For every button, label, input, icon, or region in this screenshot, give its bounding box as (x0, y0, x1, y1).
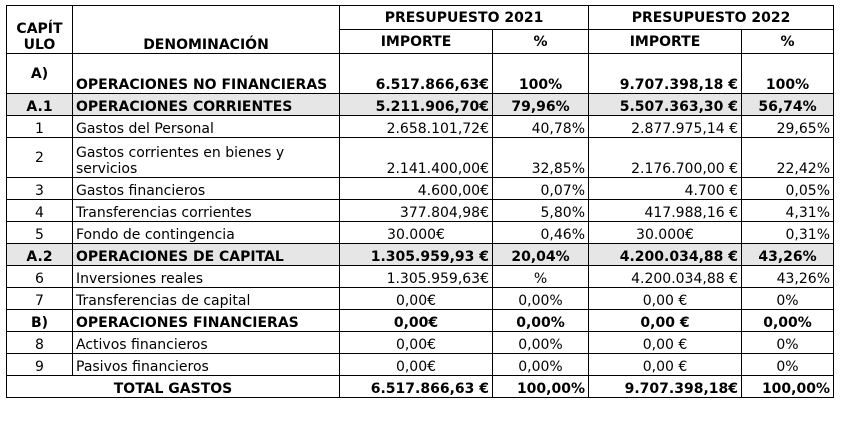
importe-2021-cell: 30.000€ (340, 222, 493, 244)
capitulo-cell: A.1 (7, 94, 73, 116)
pct-2021-cell: 5,80% (493, 200, 589, 222)
pct-2022-cell: 0% (742, 354, 834, 376)
denominacion-cell: Fondo de contingencia (73, 222, 340, 244)
table-row (7, 288, 834, 310)
pct-2021-cell: 0,07% (493, 178, 589, 200)
total-label: TOTAL GASTOS (7, 376, 340, 398)
denominacion-cell: Transferencias corrientes (73, 200, 340, 222)
denominacion-cell: Inversiones reales (73, 266, 340, 288)
pct-2021-cell: 20,04% (493, 244, 589, 266)
pct-2022-cell: 0% (742, 288, 834, 310)
importe-2022-cell: 417.988,16 € (589, 200, 742, 222)
importe-2022-cell: 9.707.398,18 € (589, 54, 742, 94)
capitulo-cell: 6 (7, 266, 73, 288)
importe-2022-cell: 5.507.363,30 € (589, 94, 742, 116)
denominacion-header: DENOMINACIÓN (73, 6, 340, 54)
table-row (7, 138, 834, 178)
table-row (7, 244, 834, 266)
pct-2021-cell: 100% (493, 54, 589, 94)
table-row (7, 354, 834, 376)
importe-2022-cell: 0,00 € (589, 288, 742, 310)
denominacion-cell: OPERACIONES NO FINANCIERAS (73, 54, 340, 94)
table-row (7, 266, 834, 288)
budget-table (6, 5, 834, 398)
importe-2021-cell: 1.305.959,93 € (340, 244, 493, 266)
denominacion-cell: Gastos financieros (73, 178, 340, 200)
importe-2022-cell: 4.200.034,88 € (589, 266, 742, 288)
importe-2021-cell: 1.305.959,63€ (340, 266, 493, 288)
table-row (7, 178, 834, 200)
table-row (7, 54, 834, 94)
pct-2022-header: % (742, 30, 834, 54)
pct-2021-header: % (493, 30, 589, 54)
pct-2022-cell: 29,65% (742, 116, 834, 138)
pct-2022-cell: 56,74% (742, 94, 834, 116)
pct-2022-cell: 43,26% (742, 244, 834, 266)
table-row (7, 94, 834, 116)
capitulo-cell: 5 (7, 222, 73, 244)
pct-2021-cell: 0,00% (493, 332, 589, 354)
importe-2022-header: IMPORTE (589, 30, 742, 54)
pct-2021-cell: 0,00% (493, 310, 589, 332)
importe-2022-cell: 0,00 € (589, 332, 742, 354)
importe-2021-cell: 377.804,98€ (340, 200, 493, 222)
importe-2021-cell: 2.658.101,72€ (340, 116, 493, 138)
importe-2021-cell: 6.517.866,63€ (340, 54, 493, 94)
importe-2022-cell: 2.176.700,00 € (589, 138, 742, 178)
importe-2022-cell: 30.000€ (589, 222, 742, 244)
importe-2022-cell: 4.700 € (589, 178, 742, 200)
importe-2021-cell: 5.211.906,70€ (340, 94, 493, 116)
pct-2022-cell: 0,31% (742, 222, 834, 244)
capitulo-cell: 3 (7, 178, 73, 200)
denominacion-cell: Transferencias de capital (73, 288, 340, 310)
denominacion-cell: Activos financieros (73, 332, 340, 354)
pct-2022-cell: 0,00% (742, 310, 834, 332)
table-row (7, 222, 834, 244)
pct-2022-cell: 43,26% (742, 266, 834, 288)
importe-2022-cell: 4.200.034,88 € (589, 244, 742, 266)
pct-2021-cell: 32,85% (493, 138, 589, 178)
capitulo-cell: 4 (7, 200, 73, 222)
capitulo-cell: 8 (7, 332, 73, 354)
denominacion-cell: Pasivos financieros (73, 354, 340, 376)
pct-2021-cell: 40,78% (493, 116, 589, 138)
pct-2021-cell: 0,46% (493, 222, 589, 244)
pct-2022-cell: 0,05% (742, 178, 834, 200)
capitulo-cell: 2 (7, 138, 73, 178)
capitulo-cell: B) (7, 310, 73, 332)
presupuesto-2021-header: PRESUPUESTO 2021 (340, 6, 589, 30)
importe-2021-header: IMPORTE (340, 30, 493, 54)
pct-2021-cell: % (493, 266, 589, 288)
table-row (7, 310, 834, 332)
pct-2022-cell: 100% (742, 54, 834, 94)
importe-2021-cell: 0,00€ (340, 354, 493, 376)
importe-2021-cell: 0,00€ (340, 288, 493, 310)
total-row (7, 376, 834, 398)
capitulo-cell: A) (7, 54, 73, 94)
denominacion-cell: OPERACIONES DE CAPITAL (73, 244, 340, 266)
pct-2021-cell: 79,96% (493, 94, 589, 116)
total-pct-2021: 100,00% (493, 376, 589, 398)
total-importe-2021: 6.517.866,63 € (340, 376, 493, 398)
denominacion-cell: OPERACIONES FINANCIERAS (73, 310, 340, 332)
capitulo-cell: A.2 (7, 244, 73, 266)
importe-2022-cell: 2.877.975,14 € (589, 116, 742, 138)
importe-2021-cell: 0,00€ (340, 332, 493, 354)
pct-2021-cell: 0,00% (493, 288, 589, 310)
denominacion-cell: Gastos corrientes en bienes y servicios (73, 138, 340, 178)
presupuesto-2022-header: PRESUPUESTO 2022 (589, 6, 834, 30)
pct-2022-cell: 4,31% (742, 200, 834, 222)
pct-2022-cell: 22,42% (742, 138, 834, 178)
capitulo-cell: 1 (7, 116, 73, 138)
importe-2021-cell: 4.600,00€ (340, 178, 493, 200)
pct-2021-cell: 0,00% (493, 354, 589, 376)
importe-2021-cell: 2.141.400,00€ (340, 138, 493, 178)
denominacion-cell: Gastos del Personal (73, 116, 340, 138)
pct-2022-cell: 0% (742, 332, 834, 354)
importe-2021-cell: 0,00€ (340, 310, 493, 332)
importe-2022-cell: 0,00 € (589, 310, 742, 332)
capitulo-header: CAPÍT ULO (7, 6, 73, 54)
table-row (7, 200, 834, 222)
table-row (7, 116, 834, 138)
table-row (7, 332, 834, 354)
total-importe-2022: 9.707.398,18€ (589, 376, 742, 398)
denominacion-cell: OPERACIONES CORRIENTES (73, 94, 340, 116)
importe-2022-cell: 0,00 € (589, 354, 742, 376)
capitulo-cell: 9 (7, 354, 73, 376)
capitulo-cell: 7 (7, 288, 73, 310)
total-pct-2022: 100,00% (742, 376, 834, 398)
